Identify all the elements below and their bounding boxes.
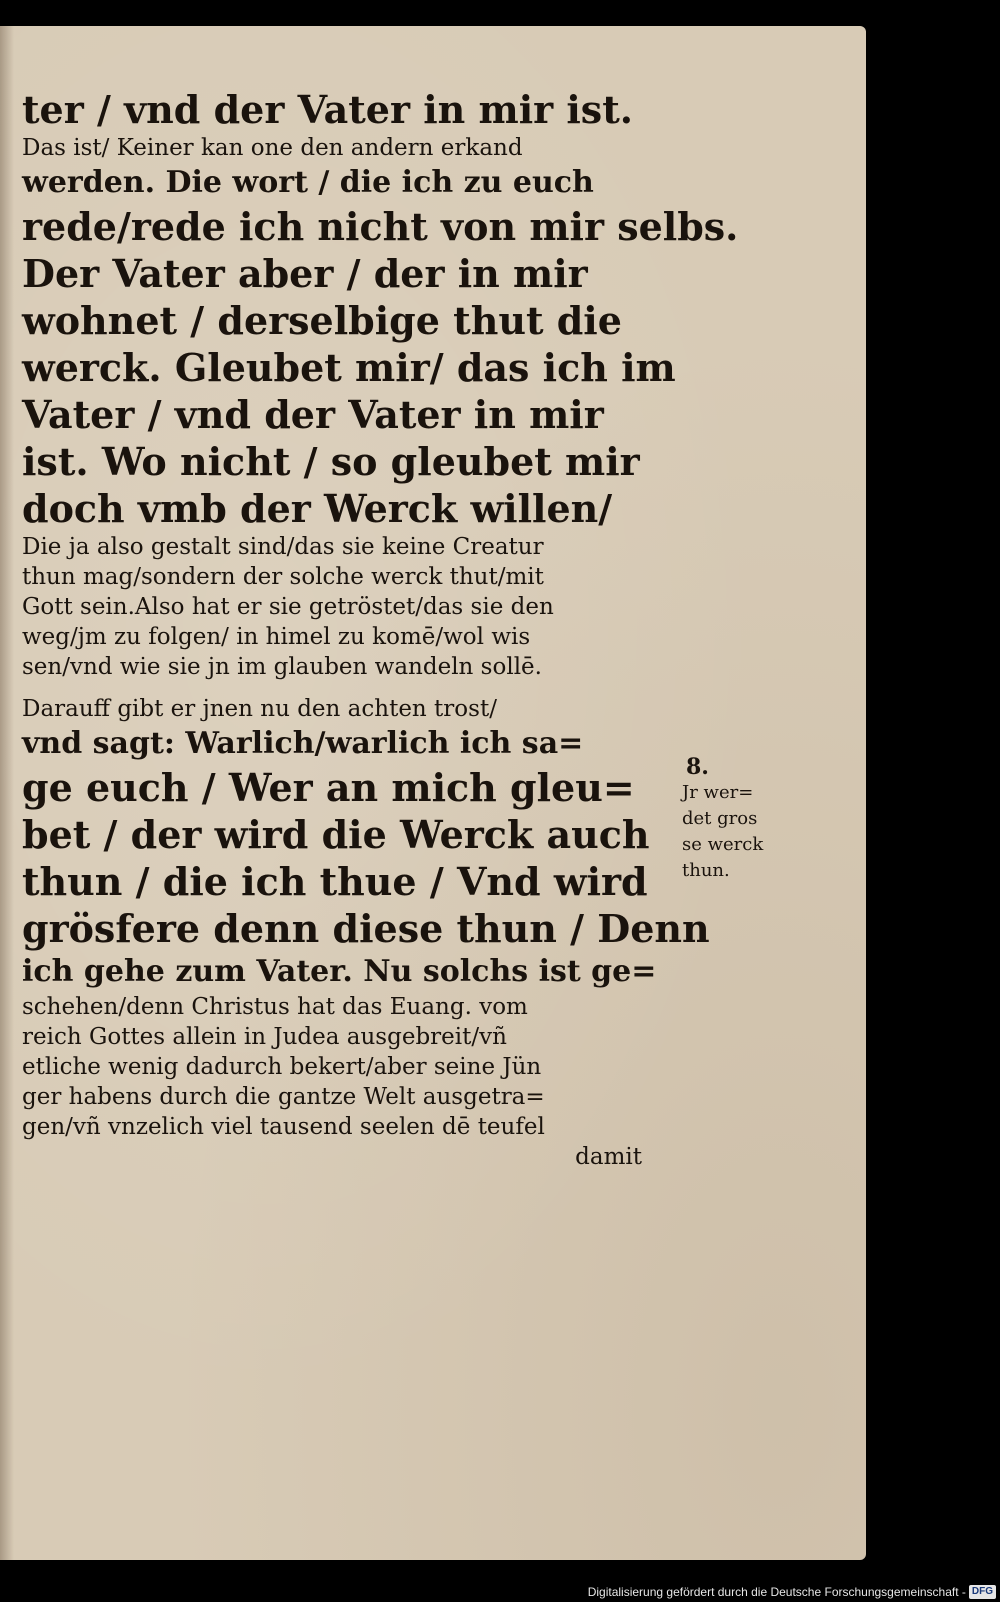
margin-note-line: se werck [682,834,764,855]
text-line: ger habens durch die gantze Welt ausgetra= [22,1084,545,1110]
text-line: ge euch / Wer an mich gleu= [22,765,635,810]
text-line: Der Vater aber / der in mir [22,251,588,296]
text-line: reich Gottes allein in Judea ausgebreit/vñ [22,1024,507,1050]
text-line: werden. Die wort / die ich zu euch [22,165,594,200]
text-line: Gott sein.Also hat er sie getröstet/das sie den [22,594,554,620]
text-line: doch vmb der Werck willen/ [22,486,613,531]
text-line: Vater / vnd der Vater in mir [22,392,604,437]
book-page [0,26,866,1560]
digitization-credit [588,1585,996,1599]
text-line: ist. Wo nicht / so gleubet mir [22,439,640,484]
margin-note-line: Jr wer= [682,782,754,803]
text-line: ter / vnd der Vater in mir ist. [22,87,633,132]
paragraph-gap [22,682,652,694]
catchword: damit [575,1144,642,1170]
page-gutter-shadow [0,26,14,1560]
text-line: werck. Gleubet mir/ das ich im [22,345,676,390]
text-line: Darauff gibt er jnen nu den achten trost/ [22,696,497,722]
text-line: weg/jm zu folgen/ in himel zu komē/wol wis [22,624,531,650]
margin-note-number: 8. [686,754,709,780]
credit-text: Digitalisierung gefördert durch die Deutsche Forschungsgemeinschaft - [587,1585,966,1599]
margin-note [682,754,772,884]
text-line: ich gehe zum Vater. Nu solchs ist ge= [22,954,657,989]
text-line: etliche wenig dadurch bekert/aber seine Jün [22,1054,542,1080]
text-line: bet / der wird die Werck auch [22,812,650,857]
text-line: wohnet / derselbige thut die [22,298,622,343]
text-line: thun mag/sondern der solche werck thut/mit [22,564,544,590]
text-line: gen/vñ vnzelich viel tausend seelen dē teufel [22,1114,545,1140]
text-line: grösfere denn diese thun / Denn [22,906,710,951]
text-line: thun / die ich thue / Vnd wird [22,859,648,904]
margin-note-line: det gros [682,808,758,829]
margin-note-line: thun. [682,860,730,881]
text-line: Das ist/ Keiner kan one den andern erkand [22,135,523,161]
text-line: vnd sagt: Warlich/warlich ich sa= [22,726,584,761]
text-line: sen/vnd wie sie jn im glauben wandeln sollē. [22,654,542,680]
text-line: rede/rede ich nicht von mir selbs. [22,204,739,249]
text-line: Die ja also gestalt sind/das sie keine Creatur [22,534,544,560]
dfg-logo: DFG [969,1585,996,1599]
text-line: schehen/denn Christus hat das Euang. vom [22,994,528,1020]
